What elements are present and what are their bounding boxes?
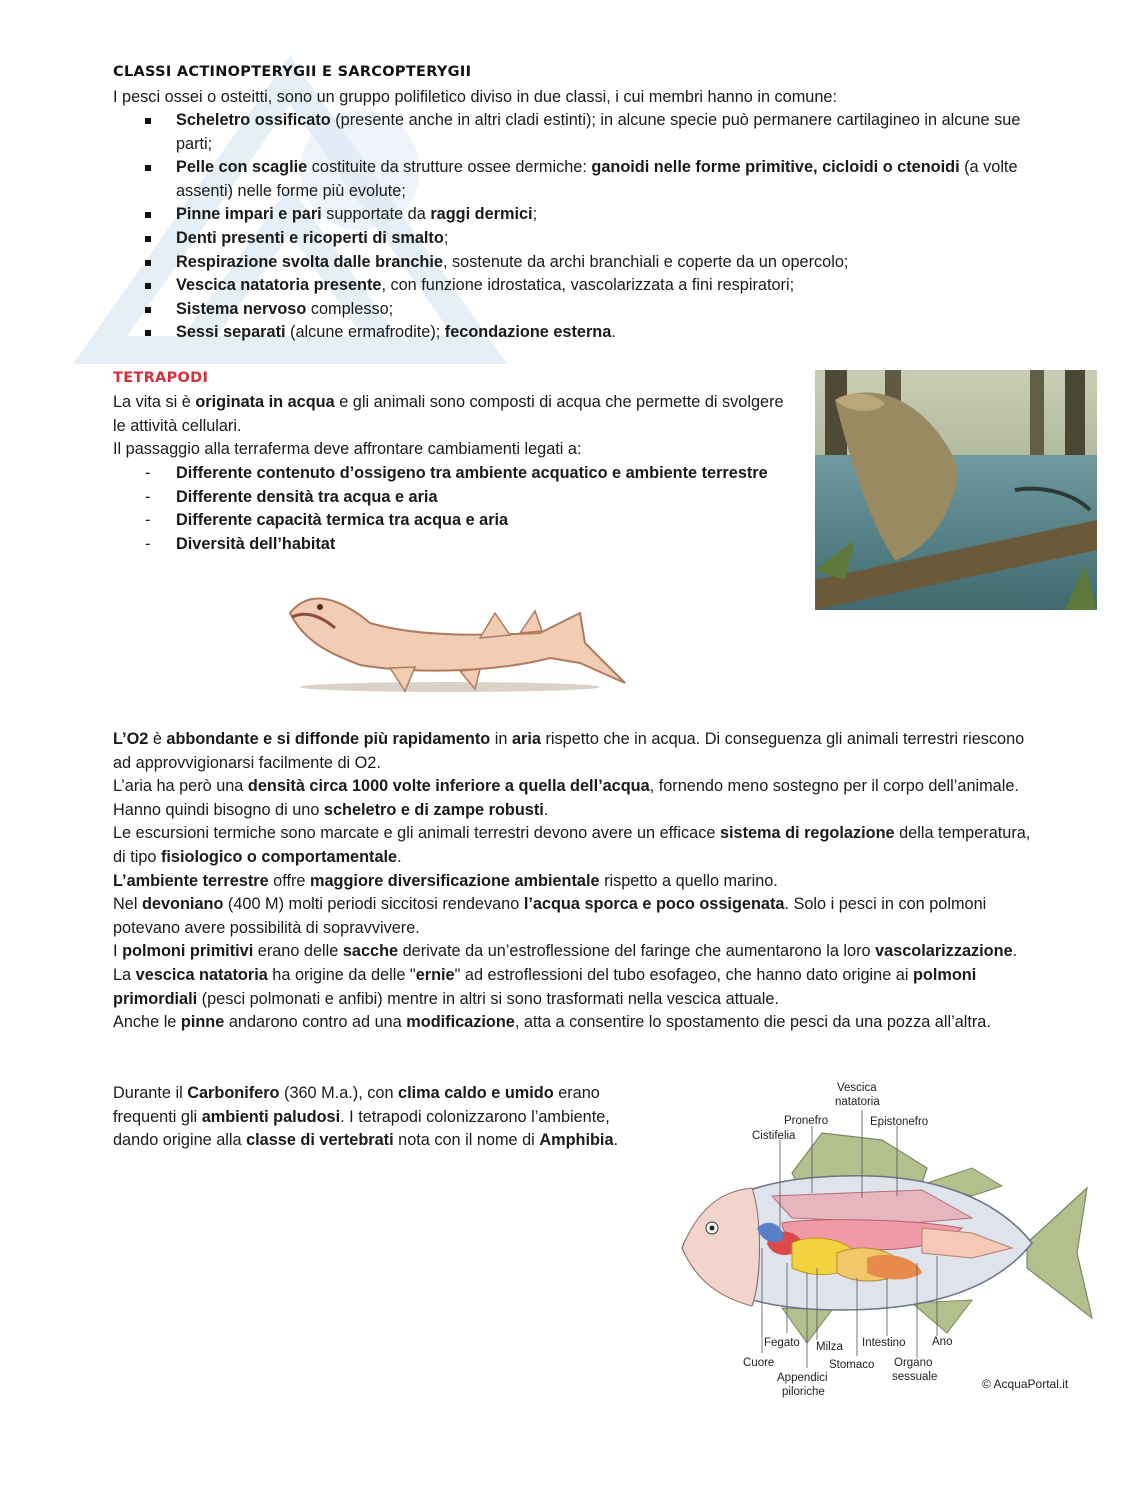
label-appendici: Appendici: [777, 1372, 828, 1384]
paragraph: L’aria ha però una densità circa 1000 volte inferiore a quella dell’acqua, fornendo meno sostegno per il corpo dell’animale. Hanno quindi bisogno di uno scheletro e di zampe robusti.: [113, 777, 1019, 819]
label-milza: Milza: [816, 1341, 843, 1353]
diagram-credit: © AcquaPortal.it: [982, 1377, 1069, 1391]
list-item: - Differente densità tra acqua e aria: [176, 486, 786, 510]
list-item: Pelle con scaglie costituite da strutture ossee dermiche: ganoidi nelle forme primitive, cicloidi o ctenoidi (a volte assenti) nelle forme più evolute;: [176, 156, 1056, 203]
list-item: Respirazione svolta dalle branchie, sostenute da archi branchiali e coperte da un opercolo;: [176, 251, 1056, 275]
label-cistifelia: Cistifelia: [752, 1130, 796, 1142]
label-pronefro: Pronefro: [784, 1115, 829, 1127]
list-item: - Differente capacità termica tra acqua e aria: [176, 509, 786, 533]
label-cuore: Cuore: [743, 1357, 775, 1369]
list-item: Sistema nervoso complesso;: [176, 298, 1056, 322]
features-list: [176, 109, 1056, 345]
body-text: [113, 728, 1043, 1035]
label-natatoria: natatoria: [835, 1096, 880, 1108]
list-item: Pinne impari e pari supportate da raggi dermici;: [176, 203, 1056, 227]
label-stomaco: Stomaco: [829, 1359, 875, 1371]
list-item: Sessi separati (alcune ermafrodite); fecondazione esterna.: [176, 321, 1056, 345]
label-intestino: Intestino: [862, 1337, 906, 1349]
label-organo: Organo: [894, 1357, 933, 1369]
tetrapodi-passaggio: Il passaggio alla terraferma deve affrontare cambiamenti legati a:: [113, 440, 582, 458]
list-item: Scheletro ossificato (presente anche in altri cladi estinti); in alcune specie può permanere cartilagineo in alcune sue parti;: [176, 109, 1056, 156]
label-vescica: Vescica: [837, 1082, 877, 1094]
intro-text: I pesci ossei o osteitti, sono un gruppo polifiletico diviso in due classi, i cui membri hanno in comune:: [113, 88, 837, 106]
changes-list: [176, 462, 786, 556]
paragraph: Le escursioni termiche sono marcate e gli animali terrestri devono avere un efficace sistema di regolazione della temperatura, di tipo fisiologico o comportamentale.: [113, 824, 1031, 866]
paragraph: La vescica natatoria ha origine da delle "ernie" ad estroflessioni del tubo esofageo, che hanno dato origine ai polmoni primordiali (pesci polmonati e anfibi) mentre in altri si sono trasformati nella vescica attuale.: [113, 965, 977, 1008]
label-fegato: Fegato: [764, 1337, 800, 1349]
paragraph: I polmoni primitivi erano delle sacche derivate da un’estroflessione del faringe che aumentarono la loro vascolarizzazione.: [113, 942, 1018, 961]
label-epistonefro: Epistonefro: [870, 1116, 929, 1128]
section-heading-tetrapodi: TETRAPODI: [113, 370, 209, 386]
paragraph: Nel devoniano (400 M) molti periodi siccitosi rendevano l’acqua sporca e poco ossigenata. Solo i pesci in con polmoni potevano avere possibilità di sopravvivere.: [113, 895, 987, 937]
list-item: Denti presenti e ricoperti di smalto;: [176, 227, 1056, 251]
paragraph: Anche le pinne andarono contro ad una modificazione, atta a consentire lo spostamento die pesci da una pozza all’altra.: [113, 1013, 991, 1032]
label-ano: Ano: [932, 1336, 953, 1348]
paragraph: L’O2 è abbondante e si diffonde più rapidamento in aria rispetto che in acqua. Di conseguenza gli animali terrestri riescono ad approvvigionarsi facilmente di O2.: [113, 730, 1025, 772]
label-piloriche: piloriche: [782, 1386, 825, 1398]
paragraph: L’ambiente terrestre offre maggiore diversificazione ambientale rispetto a quello marino.: [113, 871, 778, 890]
tetrapodi-intro: La vita si è originata in acqua e gli animali sono composti di acqua che permette di svolgere le attività cellulari.: [113, 393, 784, 435]
list-item: - Diversità dell’habitat: [176, 533, 786, 557]
list-item: Vescica natatoria presente, con funzione idrostatica, vascolarizzata a fini respiratori;: [176, 274, 1056, 298]
tetrapod-swamp-painting: [815, 370, 1097, 610]
list-item: - Differente contenuto d’ossigeno tra ambiente acquatico e ambiente terrestre: [176, 462, 786, 486]
fish-anatomy-diagram: [672, 1078, 1100, 1403]
paragraph-carbonifero: Durante il Carbonifero (360 M.a.), con clima caldo e umido erano frequenti gli ambienti paludosi. I tetrapodi colonizzarono l’ambiente, dando origine alla classe di vertebrati nota con il nome di Amphibia.: [113, 1084, 619, 1150]
label-sessuale: sessuale: [892, 1371, 938, 1383]
lobe-finned-fish-drawing: [280, 583, 630, 695]
section-heading-classi: CLASSI ACTINOPTERYGII E SARCOPTERYGII: [113, 64, 472, 80]
